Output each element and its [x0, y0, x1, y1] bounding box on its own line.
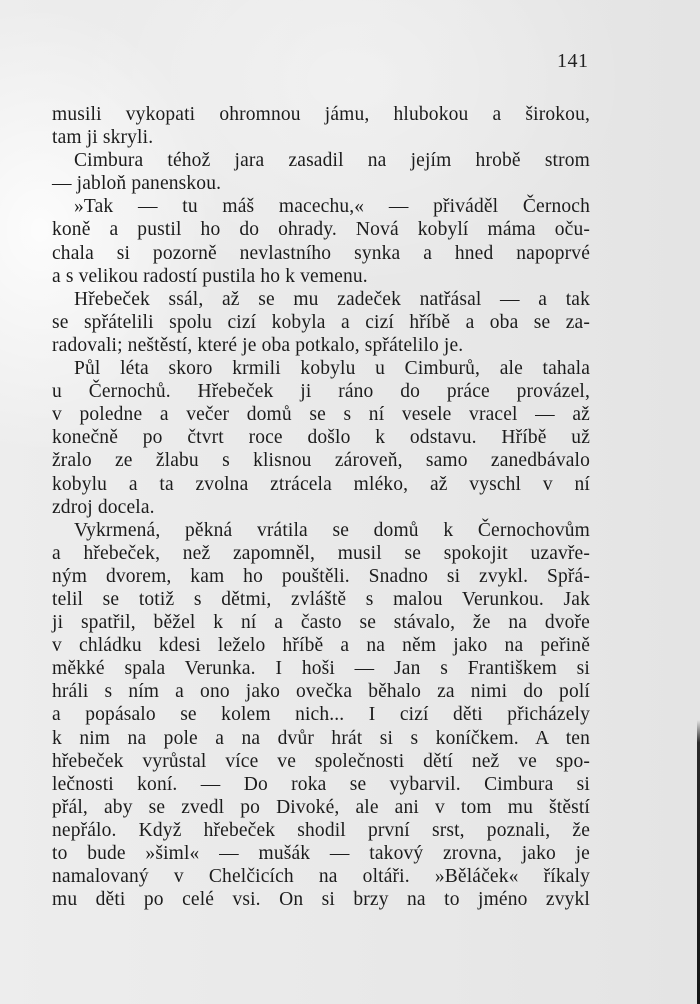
text-line: a s velikou radostí pustila ho k vemenu. — [52, 265, 368, 287]
text-line: se spřátelili spolu cizí kobyla a cizí hříbě a oba se za- — [52, 311, 590, 333]
text-line: měkké spala Verunka. I hoši — Jan s Františkem si — [52, 658, 590, 680]
text-line: ji spatřil, běžel k ní a často se stávalo, že na dvoře — [52, 612, 590, 634]
page-number: 141 — [557, 50, 589, 72]
text-line: musili vykopati ohromnou jámu, hlubokou a širokou, — [52, 104, 590, 125]
text-line: hřebeček vyrůstal více ve společnosti dětí než ve spo- — [52, 750, 590, 772]
text-line: lečnosti koní. — Do roka se vybarvil. Cimbura si — [52, 773, 590, 795]
paragraph — [52, 357, 590, 519]
text-line: u Černochů. Hřebeček ji ráno do práce provázel, — [52, 381, 590, 403]
text-line: v chládku kdesi leželo hříbě a na něm jako na peřině — [52, 635, 590, 657]
text-line: namalovaný v Chelčicích na oltáři. »Běláček« říkaly — [52, 866, 590, 888]
text-line: telil se totiž s dětmi, zvláště s malou Verunkou. Jak — [52, 588, 590, 610]
paragraph — [52, 195, 590, 287]
text-line: konečně po čtvrt roce došlo k odstavu. Hříbě už — [52, 427, 590, 449]
text-line: Vykrmená, pěkná vrátila se domů k Černochovům — [74, 519, 590, 541]
paragraph — [52, 103, 590, 149]
text-line: koně a pustil ho do ohrady. Nová kobylí máma oču- — [52, 219, 590, 241]
paragraph — [52, 288, 590, 357]
text-line: a hřebeček, než zapomněl, musil se spokojit uzavře- — [52, 542, 590, 564]
text-line: Hřebeček ssál, až se mu zadeček natřásal — a tak — [74, 288, 590, 310]
text-line: v poledne a večer domů se s ní vesele vracel — až — [52, 404, 590, 426]
text-line: k nim na pole a na dvůr hrát si s koníčkem. A ten — [52, 727, 590, 749]
text-line: zdroj docela. — [52, 496, 155, 518]
text-line: — jabloň panenskou. — [52, 173, 222, 195]
text-line: »Tak — tu máš macechu,« — přiváděl Černoch — [74, 196, 590, 218]
body-text — [52, 103, 590, 911]
text-line: to bude »šiml« — mušák — takový zrovna, jako je — [52, 843, 590, 864]
text-line: hráli s ním a ono jako ovečka běhalo za nimi do polí — [52, 681, 590, 703]
text-line: nepřálo. Když hřebeček shodil první srst, poznali, že — [52, 819, 590, 841]
text-line: radovali; neštěstí, které je oba potkalo, spřátelilo je. — [52, 334, 464, 356]
paragraph — [52, 519, 590, 912]
text-line: Půl léta skoro krmili kobylu u Cimburů, ale tahala — [74, 358, 590, 380]
text-line: mu děti po celé vsi. On si brzy na to jméno zvykl — [52, 889, 590, 911]
text-line: a popásalo se kolem nich... I cizí děti přicházely — [52, 704, 590, 726]
text-line: žralo ze žlabu s klisnou zároveň, samo zanedbávalo — [52, 450, 590, 472]
text-line: kobylu a ta zvolna ztrácela mléko, až vyschl v ní — [52, 473, 590, 495]
paragraph — [52, 149, 590, 195]
text-line: tam ji skryli. — [52, 127, 154, 149]
text-line: chala si pozorně nevlastního synka a hned napoprvé — [52, 242, 590, 264]
text-line: přál, aby se zvedl po Divoké, ale ani v tom mu štěstí — [52, 796, 590, 818]
text-line: ným dvorem, kam ho pouštěli. Snadno si zvykl. Spřá- — [52, 565, 590, 587]
text-line: Cimbura téhož jara zasadil na jejím hrobě strom — [74, 150, 590, 172]
